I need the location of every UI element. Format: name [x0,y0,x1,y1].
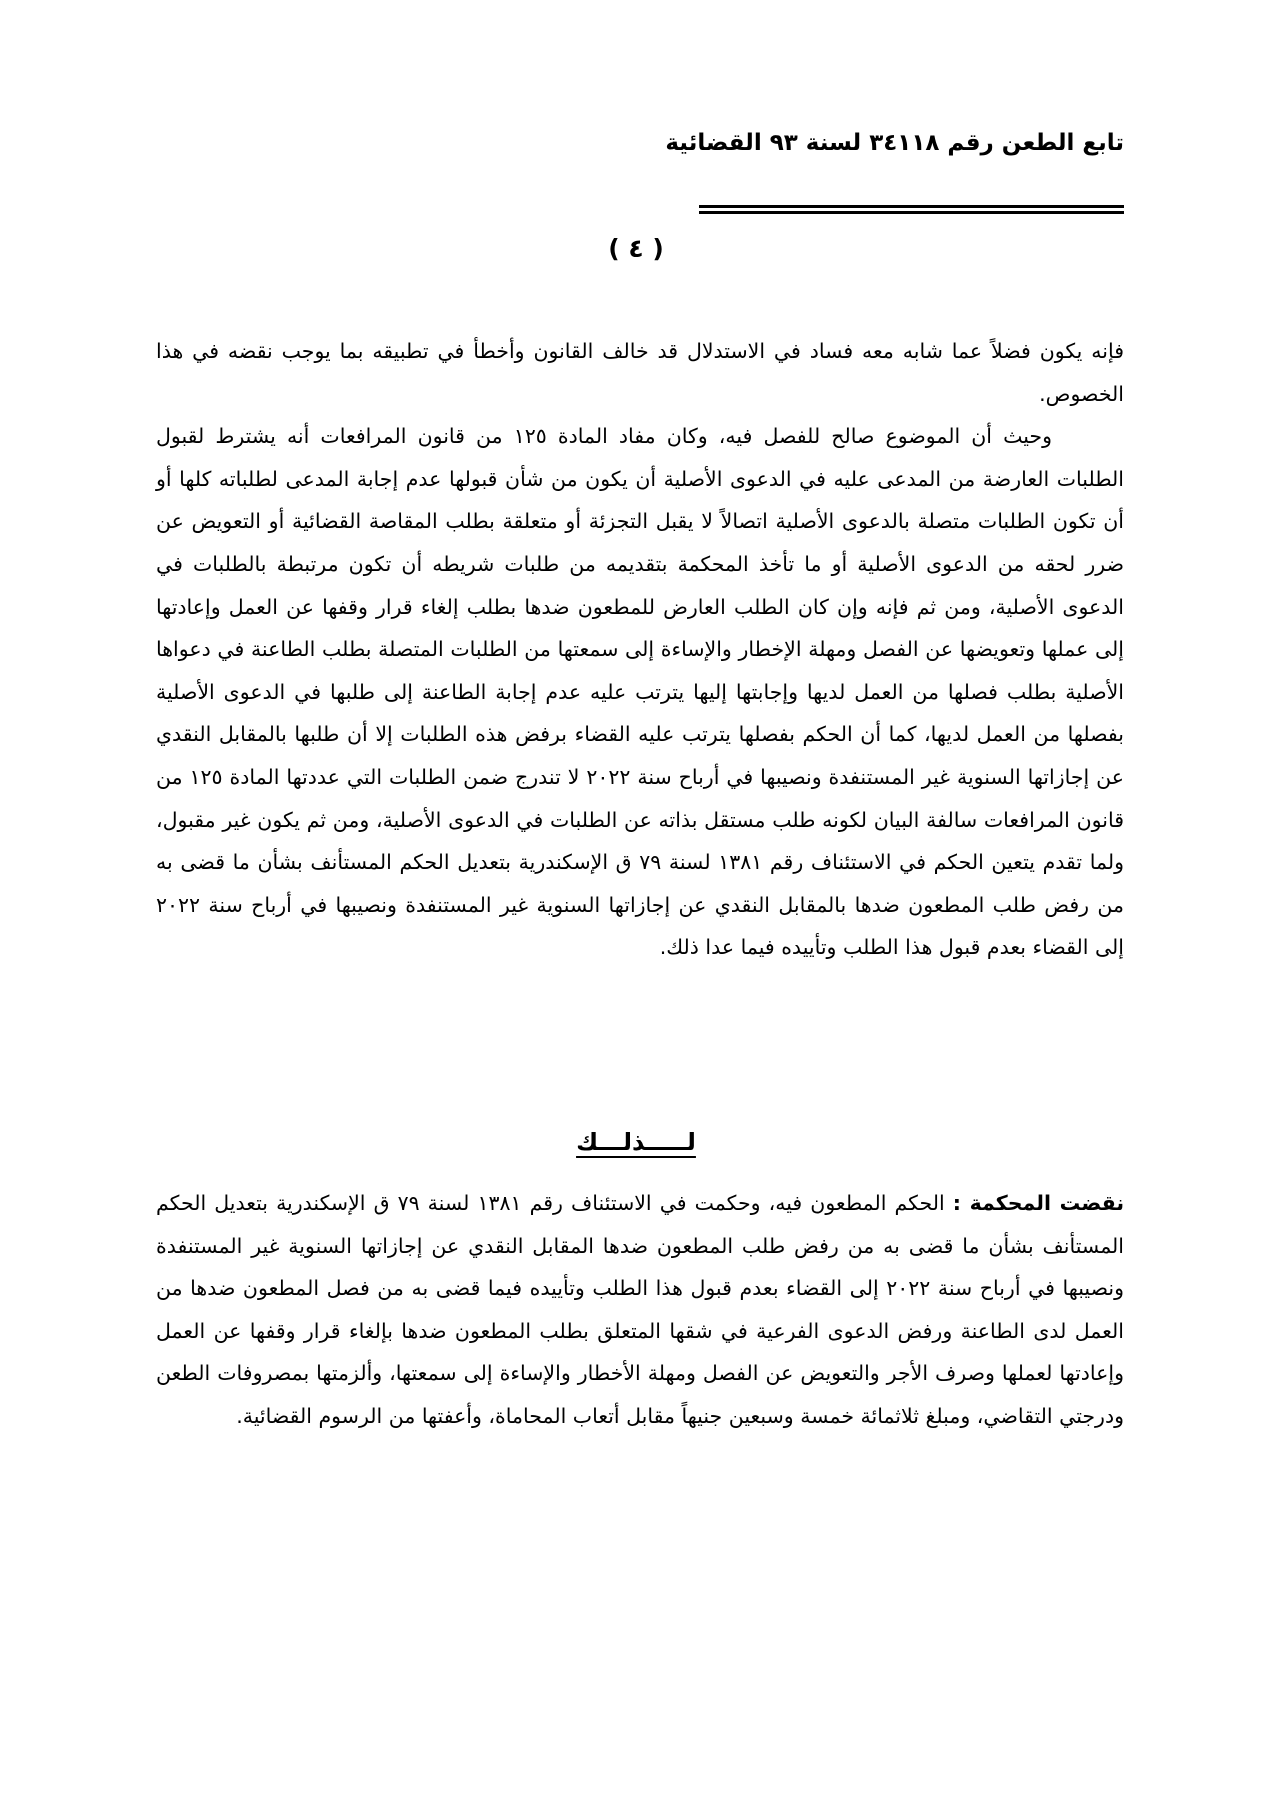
header-double-rule [699,205,1124,214]
page-number: ( ٤ ) [608,234,664,263]
section-heading-therefore: لـــــذلـــك [576,1128,696,1156]
ruling-text: الحكم المطعون فيه، وحكمت في الاستئناف رقم ١٣٨١ لسنة ٧٩ ق الإسكندرية بتعديل الحكم المستأنف بشأن ما قضى به من رفض طلب المطعون ضدها المقابل النقدي عن إجازاتها السنوية غير المستنفدة ونصيبها في أرباح سنة ٢٠٢٢ إلى القضاء بعدم قبول هذا الطلب وتأييده فيما قضى به من فصل المطعون ضدها من العمل لدى الطاعنة ورفض الدعوى الفرعية في شقها المتعلق بطلب المطعون ضدها بإلغاء قرار وقفها عن العمل وإعادتها لعملها وصرف الأجر والتعويض عن الفصل ومهلة الأخطار والإساءة إلى سمعتها، وألزمتها بمصروفات الطعن ودرجتي التقاضي، ومبلغ ثلاثمائة خمسة وسبعين جنيهاً مقابل أتعاب المحاماة، وأعفتها من الرسوم القضائية. [156,1191,1124,1428]
ruling-section [156,1182,1124,1438]
case-header-title: تابع الطعن رقم ٣٤١١٨ لسنة ٩٣ القضائية [665,130,1124,156]
body-paragraph-1: فإنه يكون فضلاً عما شابه معه فساد في الاستدلال قد خالف القانون وأخطأ في تطبيقه بما يوجب نقضه في هذا الخصوص. [156,339,1124,406]
ruling-paragraph [156,1182,1124,1438]
ruling-label: نقضت المحكمة : [952,1191,1125,1215]
judgment-body [156,330,1124,969]
body-paragraph-2: وحيث أن الموضوع صالح للفصل فيه، وكان مفاد المادة ١٢٥ من قانون المرافعات أنه يشترط لقبول الطلبات العارضة من المدعى عليه في الدعوى الأصلية أن يكون من شأن قبولها عدم إجابة المدعى لطلباته كلها أو أن تكون الطلبات متصلة بالدعوى الأصلية اتصالاً لا يقبل التجزئة أو متعلقة بطلب المقاصة القضائية أو التعويض عن ضرر لحقه من الدعوى الأصلية أو ما تأخذ المحكمة بتقديمه من طلبات شريطه أن تكون مرتبطة بالطلبات في الدعوى الأصلية، ومن ثم فإنه وإن كان الطلب العارض للمطعون ضدها بطلب إلغاء قرار وقفها عن العمل وإعادتها إلى عملها وتعويضها عن الفصل ومهلة الإخطار والإساءة إلى سمعتها من الطلبات المتصلة بطلب الطاعنة في دعواها الأصلية بطلب فصلها من العمل لديها وإجابتها إليها يترتب عليه عدم إجابة الطاعنة إلى طلبها في الدعوى الأصلية بفصلها من العمل لديها، كما أن الحكم بفصلها يترتب عليه القضاء برفض هذه الطلبات إلا أن طلبها بالمقابل النقدي عن إجازاتها السنوية غير المستنفدة ونصيبها في أرباح سنة ٢٠٢٢ لا تندرج ضمن الطلبات التي عددتها المادة ١٢٥ من قانون المرافعات سالفة البيان لكونه طلب مستقل بذاته عن الطلبات في الدعوى الأصلية، ومن ثم يكون غير مقبول، ولما تقدم يتعين الحكم في الاستئناف رقم ١٣٨١ لسنة ٧٩ ق الإسكندرية بتعديل الحكم المستأنف بشأن ما قضى به من رفض طلب المطعون ضدها بالمقابل النقدي عن إجازاتها السنوية غير المستنفدة ونصيبها في أرباح سنة ٢٠٢٢ إلى القضاء بعدم قبول هذا الطلب وتأييده فيما عدا ذلك. [156,424,1124,960]
